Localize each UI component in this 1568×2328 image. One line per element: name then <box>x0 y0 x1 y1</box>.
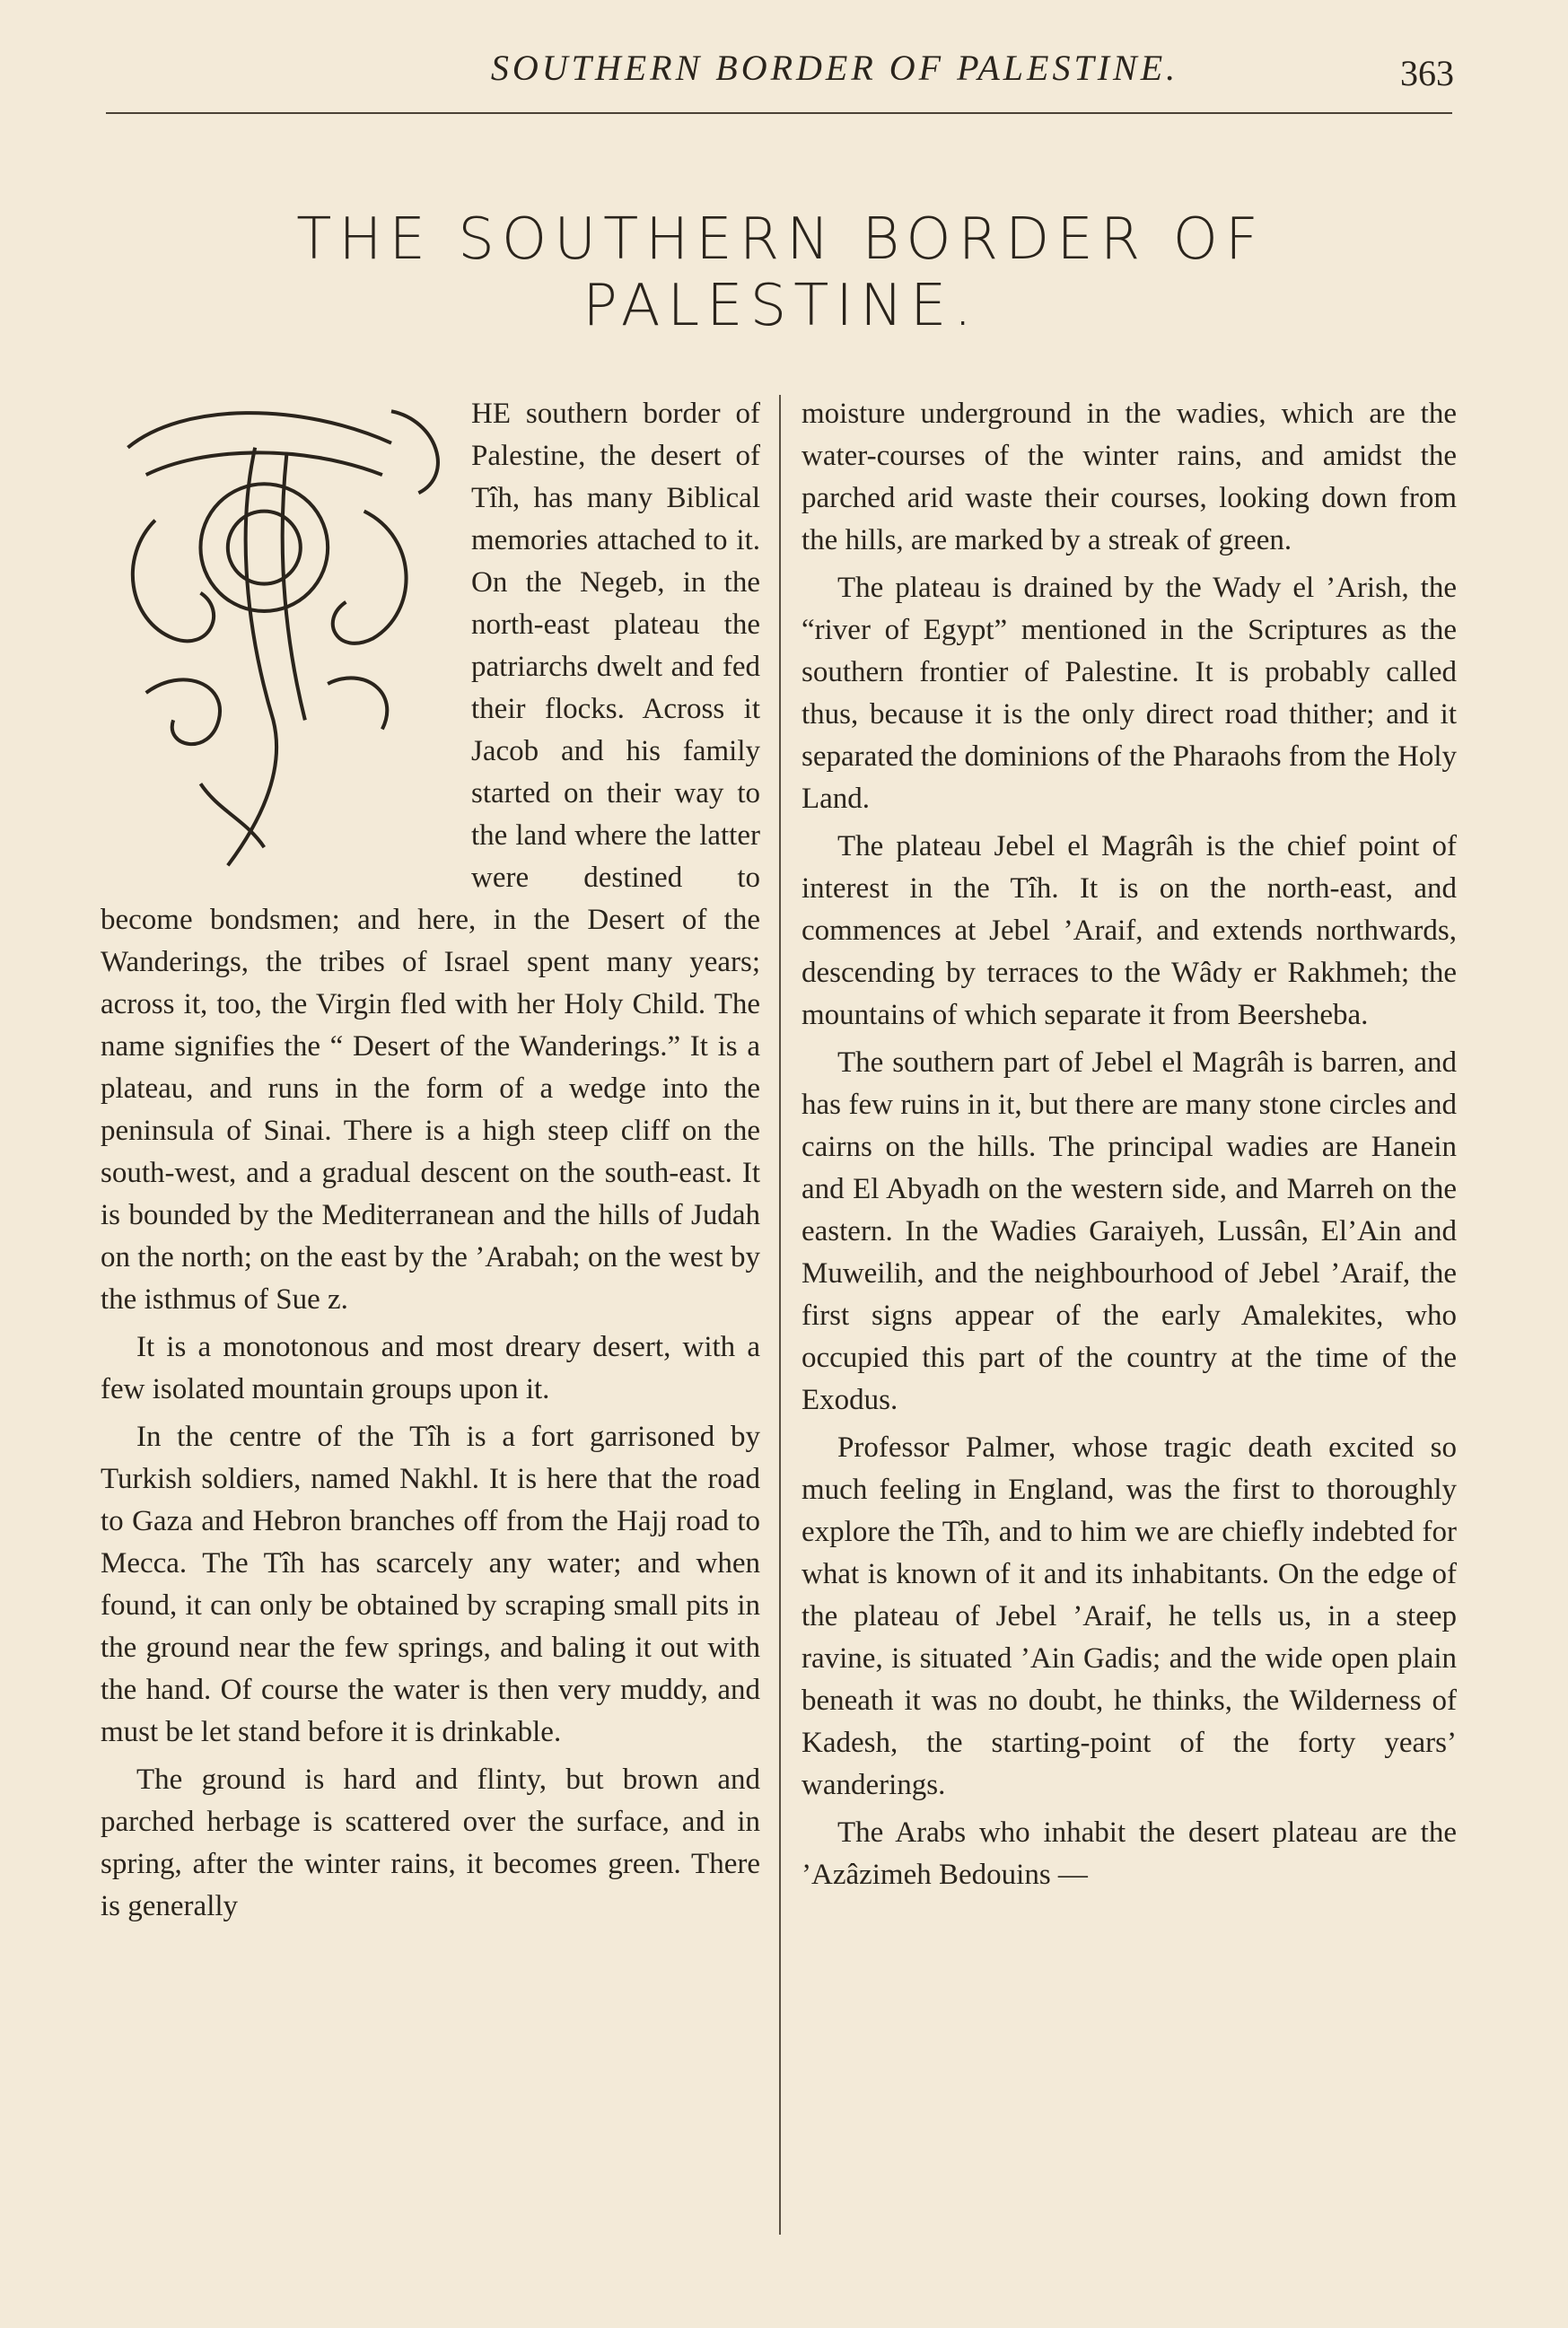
paragraph: In the centre of the Tîh is a fort garrisoned by Turkish soldiers, named Nakhl. It is here that the road to Gaza and Hebron branches off from the Hajj road to Mecca. The Tîh has scarcely any water; and when found, it can only be obtained by scraping small pits in the ground near the few springs, and baling it out with the hand. Of course the water is then very muddy, and must be let stand before it is drinkable. <box>101 1421 760 1748</box>
header-rule <box>106 112 1452 114</box>
left-column <box>101 393 760 1928</box>
paragraph: The plateau is drained by the Wady el ’Arish, the “river of Egypt” mentioned in the Scriptures as the southern frontier of Palestine. It is probably called thus, because it is the only direct road thither; and it separated the dominions of the Pharaohs from the Holy Land. <box>802 572 1457 815</box>
page-number: 363 <box>1400 53 1454 93</box>
paragraph: The plateau Jebel el Magrâh is the chief point of interest in the Tîh. It is on the north-east, and commences at Jebel ’Araif, and extends northwards, descending by terraces to the Wâdy er Rakhmeh; the mountains of which separate it from Beersheba. <box>802 830 1457 1031</box>
column-divider <box>779 395 781 2235</box>
running-head-title: SOUTHERN BORDER OF PALESTINE. <box>490 48 1179 88</box>
paragraph: The ground is hard and flinty, but brown and parched herbage is scattered over the surface, and in spring, after the winter rains, it becomes green. There is generally <box>101 1764 760 1922</box>
paragraph: It is a monotonous and most dreary desert, with a few isolated mountain groups upon it. <box>101 1331 760 1405</box>
paragraph: The southern part of Jebel el Magrâh is barren, and has few ruins in it, but there are many stone circles and cairns on the hills. The principal wadies are Hanein and El Abyadh on the western side, and Marreh on the eastern. In the Wadies Garaiyeh, Lussân, El’Ain and Muweilih, and the neighbourhood of Jebel ’Araif, the first signs appear of the early Amalekites, who occupied this part of the country at the time of the Exodus. <box>802 1046 1457 1416</box>
right-column <box>802 393 1457 1896</box>
paragraph: moisture underground in the wadies, which are the water-courses of the winter rains, and amidst the parched arid waste their courses, looking down from the hills, are marked by a streak of green. <box>802 398 1457 556</box>
paragraph: The Arabs who inhabit the desert plateau are the ’Azâzimeh Bedouins — <box>802 1816 1457 1891</box>
paragraph: HE southern border of Palestine, the desert of Tîh, has many Biblical memories attached to it. On the Negeb, in the north-east plateau the patriarchs dwelt and fed their flocks. Across it Jacob and his family started on their way to the land where the latter were destined to become bondsmen; and here, in the Desert of the Wanderings, the tribes of Israel spent many years; across it, too, the Virgin fled with her Holy Child. The name signifies the “ Desert of the Wanderings.” It is a plateau, and runs in the form of a wedge into the peninsula of Sinai. There is a high steep cliff on the south-west, and a gradual descent on the south-east. It is bounded by the Mediterranean and the hills of Judah on the north; on the east by the ’Arabah; on the west by the isthmus of Sue z. <box>101 398 760 1316</box>
article-title: THE SOUTHERN BORDER OF PALESTINE. <box>296 206 1266 339</box>
paragraph: Professor Palmer, whose tragic death excited so much feeling in England, was the first to thoroughly explore the Tîh, and to him we are chiefly indebted for what is known of it and its inhabitants. On the edge of the plateau of Jebel ’Araif, he tells us, in a steep ravine, is situated ’Ain Gadis; and the wide open plain beneath it was no doubt, he thinks, the Wilderness of Kadesh, the starting-point of the forty years’ wanderings. <box>802 1431 1457 1801</box>
running-head <box>153 47 1454 101</box>
drop-initial-t <box>92 393 464 878</box>
